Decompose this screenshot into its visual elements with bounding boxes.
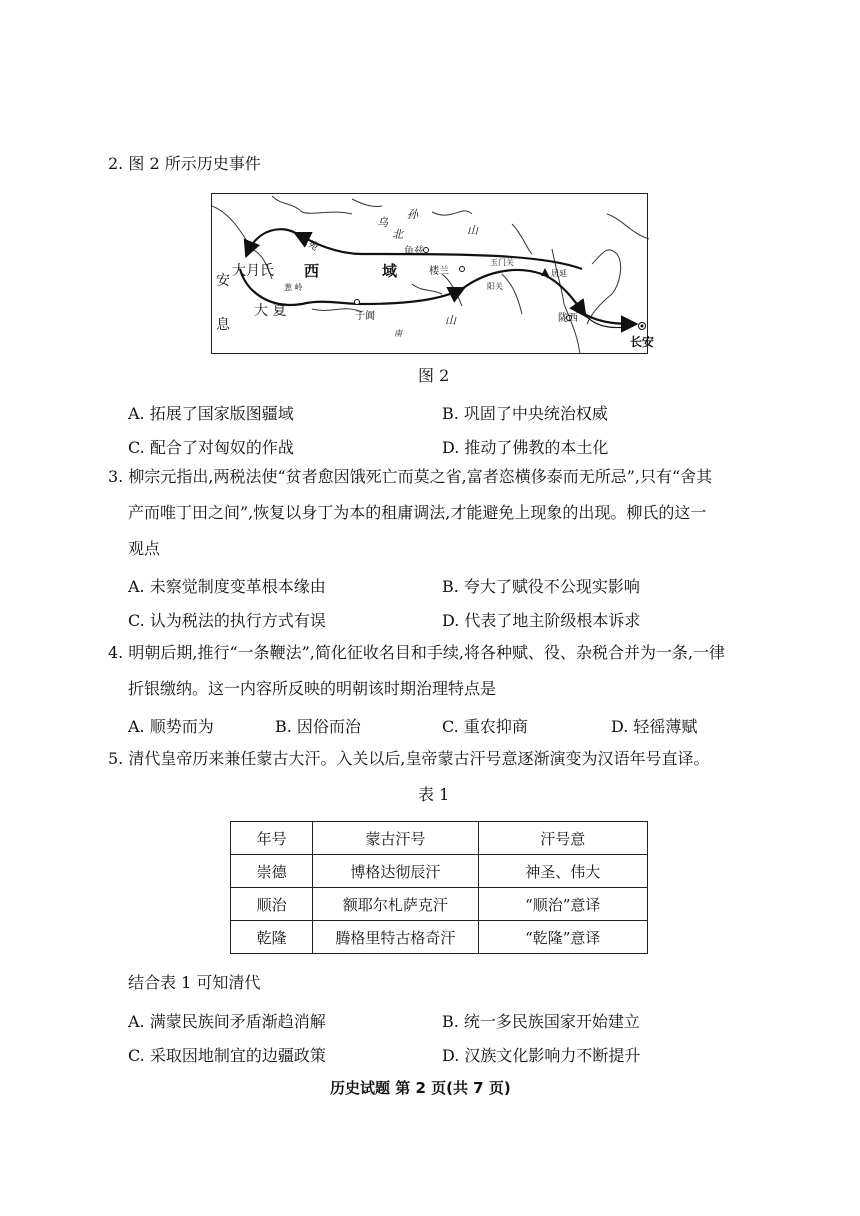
q3-line-2: 产而唯丁田之间”,恢复以身丁为本的租庸调法,才能避免上现象的出现。柳氏的这一	[128, 503, 707, 522]
table-header-row	[231, 822, 648, 855]
label-wu: 乌	[377, 216, 388, 229]
q5-after-text: 结合表 1 可知清代	[128, 973, 261, 992]
q3-line-1: 3. 柳宗元指出,两税法使“贫者愈因饿死亡而莫之省,富者恣横侈泰而无所忌”,只有“舍其	[108, 467, 713, 486]
table-cell: “顺治”意译	[478, 888, 648, 921]
q3-option-a[interactable]: A. 未察觉制度变革根本缘由	[128, 577, 326, 596]
table-cell: 顺治	[231, 888, 313, 921]
label-an: 安	[216, 273, 230, 289]
q3-option-d[interactable]: D. 代表了地主阶级根本诉求	[442, 611, 641, 630]
table-cell: 腾格里特古格奇汗	[313, 921, 478, 954]
q4-option-c[interactable]: C. 重农抑商	[442, 717, 528, 736]
label-dayuezhi: 大月氏	[232, 263, 274, 279]
label-daxia: 大 夏	[254, 303, 287, 319]
label-dayuan: 大宛	[297, 232, 321, 254]
table-cell: 崇德	[231, 855, 313, 888]
label-yumenguan: 玉门关	[490, 258, 514, 267]
label-yutian: 于阗	[355, 311, 375, 322]
q3-line-3: 观点	[128, 539, 161, 558]
q4-option-b[interactable]: B. 因俗而治	[275, 717, 361, 736]
q3-option-b[interactable]: B. 夸大了赋役不公现实影响	[442, 577, 640, 596]
reign-title-table	[230, 821, 648, 954]
label-bei: 北	[392, 228, 403, 241]
label-loulan: 楼兰	[429, 266, 449, 277]
q4-line-2: 折银缴纳。这一内容所反映的明朝该时期治理特点是	[128, 679, 497, 698]
table-cell: “乾隆”意译	[478, 921, 648, 954]
q4-option-a[interactable]: A. 顺势而为	[128, 717, 214, 736]
label-changan: 长安	[630, 335, 655, 349]
table-cell: 额耶尔札萨克汗	[313, 888, 478, 921]
label-shan-south: 山	[445, 314, 456, 327]
table-row	[231, 921, 648, 954]
silk-road-map	[211, 193, 655, 354]
q2-option-d[interactable]: D. 推动了佛教的本土化	[442, 438, 609, 457]
q5-option-a[interactable]: A. 满蒙民族间矛盾渐趋消解	[128, 1012, 326, 1031]
q4-line-1: 4. 明朝后期,推行“一条鞭法”,简化征收名目和手续,将各种赋、役、杂税合并为一条,一律	[108, 643, 726, 662]
q2-stem: 2. 图 2 所示历史事件	[108, 154, 261, 173]
label-xi: 西	[304, 262, 320, 280]
q2-option-b[interactable]: B. 巩固了中央统治权威	[442, 404, 608, 423]
label-yangguan: 阳关	[487, 282, 503, 291]
label-shan-north: 山	[467, 224, 478, 237]
label-nan: 南	[394, 329, 402, 338]
table-cell: 神圣、伟大	[478, 855, 648, 888]
table-cell: 博格达彻辰汗	[313, 855, 478, 888]
q5-option-d[interactable]: D. 汉族文化影响力不断提升	[442, 1046, 641, 1065]
q2-option-a[interactable]: A. 拓展了国家版图疆域	[128, 404, 294, 423]
map-caption: 图 2	[418, 366, 450, 385]
q5-option-c[interactable]: C. 采取因地制宜的边疆政策	[128, 1046, 326, 1065]
q3-option-c[interactable]: C. 认为税法的执行方式有误	[128, 611, 326, 630]
label-xi2: 息	[216, 317, 230, 333]
q5-option-b[interactable]: B. 统一多民族国家开始建立	[442, 1012, 640, 1031]
table-header: 年号	[231, 822, 313, 855]
table-caption: 表 1	[418, 785, 450, 804]
table-row	[231, 855, 648, 888]
table-header: 汗号意	[478, 822, 648, 855]
table-row	[231, 888, 648, 921]
table-header: 蒙古汗号	[313, 822, 478, 855]
q4-option-d[interactable]: D. 轻徭薄赋	[611, 717, 698, 736]
label-sun: 孙	[407, 208, 418, 221]
label-juyan: 居延	[551, 269, 567, 278]
q5-stem: 5. 清代皇帝历来兼任蒙古大汗。入关以后,皇帝蒙古汗号意逐渐演变为汉语年号直译。	[108, 749, 710, 768]
q2-option-c[interactable]: C. 配合了对匈奴的作战	[128, 438, 294, 457]
label-longxi: 陇西	[558, 313, 578, 324]
page-footer: 历史试题 第 2 页(共 7 页)	[330, 1079, 511, 1097]
table-cell: 乾隆	[231, 921, 313, 954]
label-qiuci: 龟兹	[404, 246, 424, 257]
label-congling: 葱 岭	[284, 283, 303, 292]
label-yu: 域	[382, 262, 398, 280]
